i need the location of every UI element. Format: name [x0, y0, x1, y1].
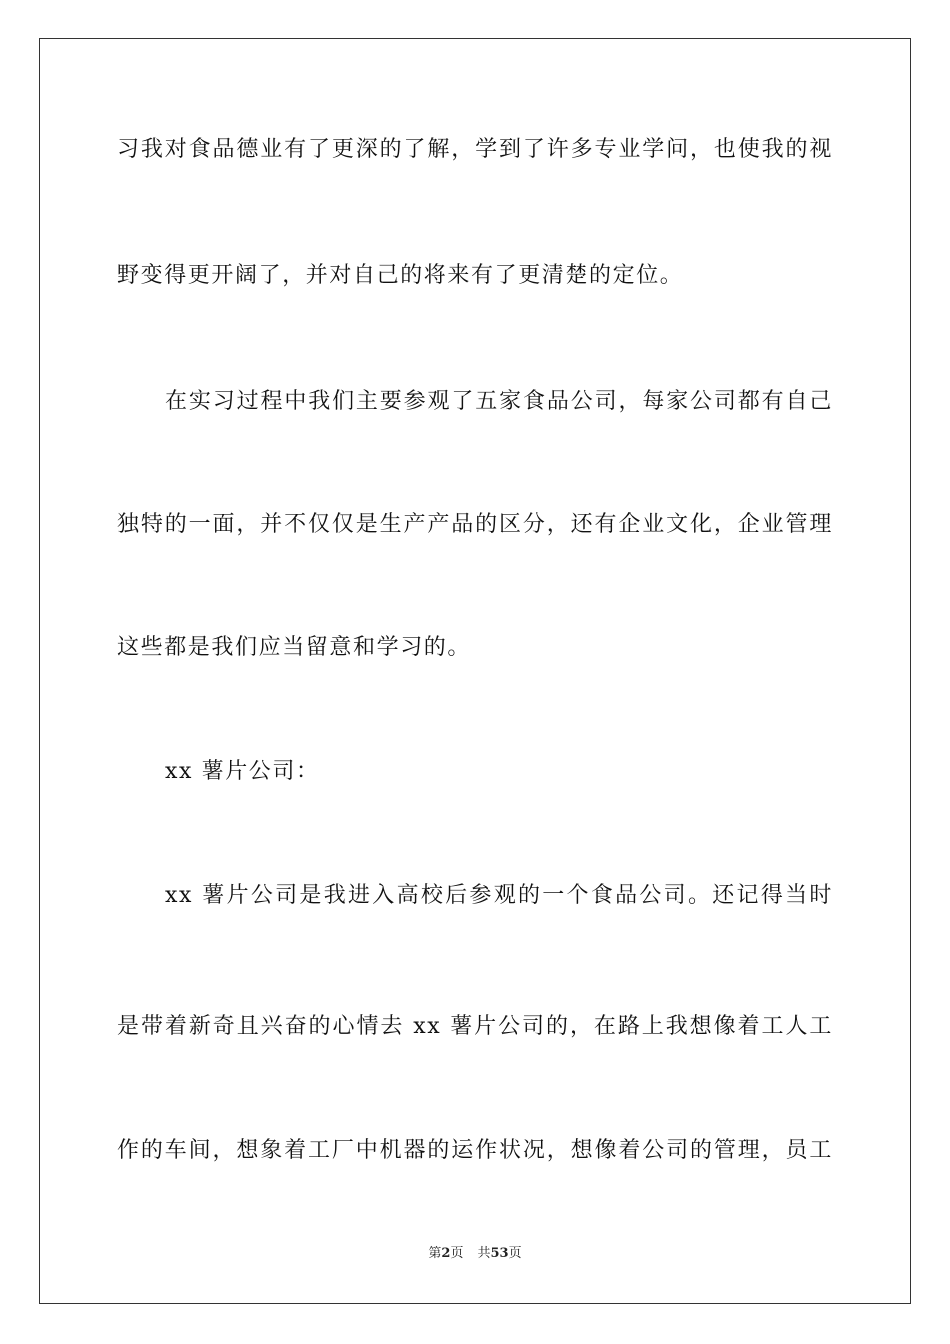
text-line-3: 在实习过程中我们主要参观了五家食品公司，每家公司都有自己	[165, 389, 833, 414]
text-line-5: 这些都是我们应当留意和学习的。	[117, 635, 472, 660]
text-line-4: 独特的一面，并不仅仅是生产产品的区分，还有企业文化，企业管理	[117, 512, 833, 537]
text-line-8: 是带着新奇且兴奋的心情去 xx 薯片公司的，在路上我想像着工人工	[117, 1014, 833, 1039]
page-border	[39, 38, 911, 1304]
text-line-1: 习我对食品德业有了更深的了解，学到了许多专业学问，也使我的视	[117, 137, 833, 162]
footer-page-suffix: 页	[450, 1246, 464, 1261]
footer-total-pages: 53	[490, 1246, 509, 1261]
section-heading: xx 薯片公司：	[165, 759, 320, 784]
footer-page-number: 2	[441, 1246, 451, 1261]
footer-page-prefix: 第	[428, 1246, 442, 1261]
page-footer	[0, 1245, 950, 1263]
text-line-9: 作的车间，想象着工厂中机器的运作状况，想像着公司的管理，员工	[117, 1138, 833, 1163]
text-line-2: 野变得更开阔了，并对自己的将来有了更清楚的定位。	[117, 263, 684, 288]
footer-total-prefix: 共	[477, 1246, 491, 1261]
text-line-7: xx 薯片公司是我进入高校后参观的一个食品公司。还记得当时	[165, 883, 833, 908]
footer-total-suffix: 页	[508, 1246, 522, 1261]
